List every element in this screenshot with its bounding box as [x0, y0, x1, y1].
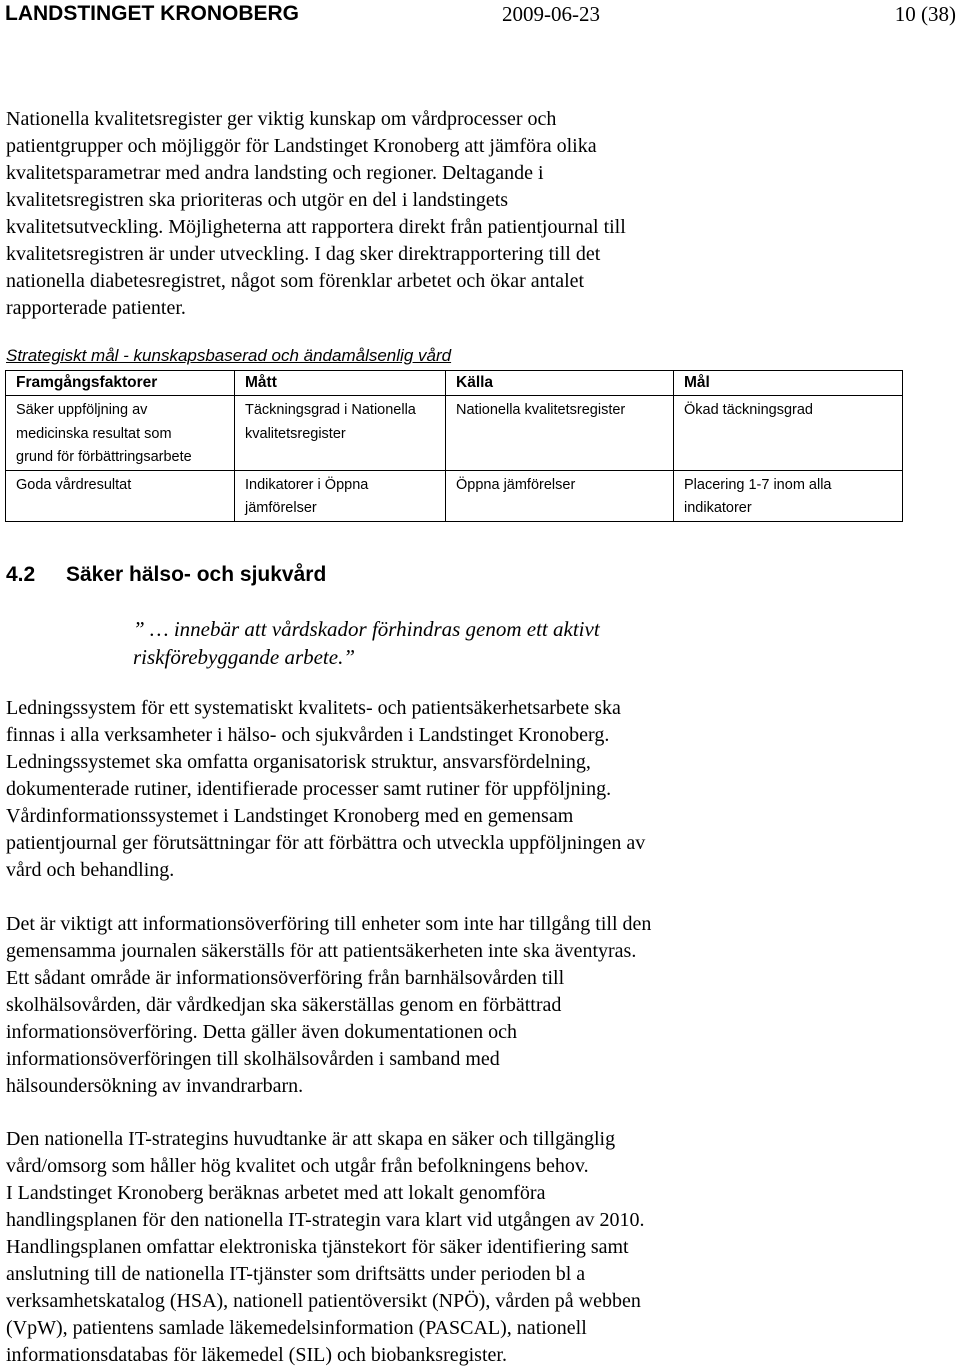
table-header-row [6, 371, 903, 396]
section-number: 4.2 [6, 563, 36, 586]
text-line: finnas i alla verksamheter i hälso- och sjukvården i Landstinget Kronoberg. [6, 724, 610, 746]
body-paragraph [6, 911, 946, 1100]
strategic-goal-table [5, 370, 903, 522]
text-line: kvalitetsutveckling. Möjligheterna att rapportera direkt från patientjournal till [6, 216, 626, 238]
text-line: handlingsplanen för den nationella IT-strategin vara klart vid utgången av 2010. [6, 1209, 645, 1231]
cell-text: Nationella kvalitetsregister [456, 402, 626, 418]
table-cell [6, 396, 235, 471]
cell-text: Goda vårdresultat [16, 476, 132, 493]
quote-line: ” … innebär att vårdskador förhindras genom ett aktivt [133, 617, 600, 641]
text-line: Vårdinformationssystemet i Landstinget Kronoberg med en gemensam [6, 805, 574, 827]
section-heading [6, 563, 326, 587]
body-paragraph [6, 1126, 946, 1369]
text-line: gemensamma journalen säkerställs för att patientsäkerheten inte ska äventyras. [6, 940, 637, 962]
text-line: kvalitetsregistren ska prioriteras och utgör en del i landstingets [6, 189, 509, 211]
cell-text: Säker uppföljning av [16, 402, 148, 418]
text-line: verksamhetskatalog (HSA), nationell patientöversikt (NPÖ), vården på webben [6, 1290, 641, 1312]
cell-text: Placering 1-7 inom alla [684, 476, 832, 493]
text-line: Handlingsplanen omfattar elektroniska tjänstekort för säker identifiering samt [6, 1236, 629, 1258]
table-row [6, 470, 903, 521]
text-line: vård/omsorg som håller hög kvalitet och utgår från befolkningens behov. [6, 1155, 589, 1177]
page-number: 10 (38) [894, 2, 956, 26]
page-header [0, 0, 960, 30]
section-title: Säker hälso- och sjukvård [66, 563, 327, 586]
table-cell [446, 396, 674, 471]
section-quote [133, 615, 600, 671]
cell-text: Täckningsgrad i Nationella [245, 402, 416, 418]
table-cell [674, 396, 903, 471]
cell-text: Ökad täckningsgrad [684, 402, 813, 418]
cell-text: jämförelser [245, 500, 317, 516]
text-line: kvalitetsparametrar med andra landsting och regioner. Deltagande i [6, 162, 544, 184]
text-line: informationsöverföringen till skolhälsovården i samband med [6, 1048, 500, 1070]
text-line: (VpW), patientens samlade läkemedelsinformation (PASCAL), nationell [6, 1317, 587, 1339]
text-line: skolhälsovården, där vårdkedjan ska säkerställas genom en förbättrad [6, 994, 562, 1016]
table-cell [235, 470, 446, 521]
text-line: patientjournal ger förutsättningar för att förbättra och utveckla uppföljningen av [6, 832, 646, 854]
text-line: informationsöverföring. Detta gäller även dokumentationen och [6, 1021, 517, 1043]
column-header: Framgångsfaktorer [6, 371, 235, 396]
text-line: kvalitetsregistren är under utveckling. I dag sker direktrapportering till det [6, 243, 601, 265]
text-line: rapporterade patienter. [6, 297, 186, 319]
cell-text: Öppna jämförelser [456, 476, 576, 493]
text-line: patientgrupper och möjliggör för Landstinget Kronoberg att jämföra olika [6, 135, 597, 157]
strategic-goal-title: Strategiskt mål - kunskapsbaserad och ändamålsenlig vård [6, 346, 452, 365]
text-line: vård och behandling. [6, 859, 175, 881]
cell-text: medicinska resultat som [16, 425, 172, 442]
column-header: Källa [446, 371, 674, 396]
text-line: Ledningssystem för ett systematiskt kvalitets- och patientsäkerhetsarbete ska [6, 697, 621, 719]
column-header: Mått [235, 371, 446, 396]
cell-text: kvalitetsregister [245, 425, 346, 442]
cell-text: grund för förbättringsarbete [16, 449, 192, 465]
text-line: hälsoundersökning av invandrarbarn. [6, 1075, 304, 1097]
text-line: Den nationella IT-strategins huvudtanke är att skapa en säker och tillgänglig [6, 1128, 616, 1150]
text-line: informationsdatabas för läkemedel (SIL) och biobanksregister. [6, 1344, 507, 1366]
cell-text: Indikatorer i Öppna [245, 476, 369, 493]
table-cell [235, 396, 446, 471]
table-cell [6, 470, 235, 521]
body-paragraph [6, 695, 946, 884]
text-line: nationella diabetesregistret, något som förenklar arbetet och ökar antalet [6, 270, 585, 292]
text-line: Ledningssystemet ska omfatta organisatorisk struktur, ansvarsfördelning, [6, 751, 591, 773]
table-cell [674, 470, 903, 521]
table-row [6, 396, 903, 471]
text-line: dokumenterade rutiner, identifierade processer samt rutiner för uppföljning. [6, 778, 612, 800]
quote-line: riskförebyggande arbete.” [133, 645, 356, 669]
text-line: Det är viktigt att informationsöverföring till enheter som inte har tillgång till den [6, 913, 652, 935]
cell-text: indikatorer [684, 500, 752, 516]
text-line: anslutning till de nationella IT-tjänster som driftsätts under perioden bl a [6, 1263, 586, 1285]
intro-paragraph [6, 106, 946, 322]
organization-name: LANDSTINGET KRONOBERG [5, 2, 299, 25]
column-header: Mål [674, 371, 903, 396]
table-cell [446, 470, 674, 521]
text-line: Ett sådant område är informationsöverföring från barnhälsovården till [6, 967, 565, 989]
text-line: I Landstinget Kronoberg beräknas arbetet med att lokalt genomföra [6, 1182, 546, 1204]
document-date: 2009-06-23 [502, 2, 600, 26]
text-line: Nationella kvalitetsregister ger viktig kunskap om vårdprocesser och [6, 108, 557, 130]
